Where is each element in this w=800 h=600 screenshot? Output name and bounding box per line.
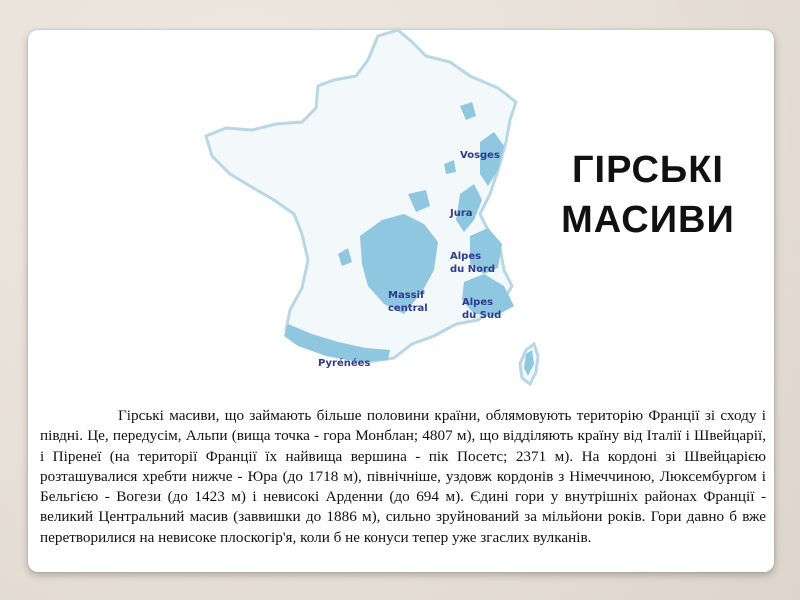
label-jura: Jura bbox=[450, 208, 473, 219]
label-massif-1: Massif bbox=[388, 290, 425, 301]
title-line-2: МАСИВИ bbox=[561, 199, 735, 241]
label-alpes-sud-2: du Sud bbox=[462, 310, 502, 321]
slide-title bbox=[533, 145, 763, 245]
label-alpes-sud-1: Alpes bbox=[462, 297, 494, 308]
title-line-1: ГІРСЬКІ bbox=[571, 149, 724, 191]
label-alpes-nord-2: du Nord bbox=[450, 264, 496, 275]
label-pyrenees: Pyrénées bbox=[318, 358, 371, 369]
label-massif-2: central bbox=[388, 303, 428, 314]
label-alpes-nord-1: Alpes bbox=[450, 251, 482, 262]
description-paragraph: Гірські масиви, що займають більше половини країни, облямовують територію Франції зі сходу і півдні. Це, передусім, Альпи (вища точка - гора Монблан; 4807 м), що відділяють країну від Італії і Швейцарії, і Піренеї (на території Франції їх найвища вершина - пік Посетс; 2371 м). На кордоні зі Швейцарією розташувалися хребти нижче - Юра (до 1718 м), північніше, уздовж кордонів з Німеччиною, Люксембургом і Бельгією - Вогези (до 1423 м) і невисокі Арденни (до 694 м). Єдині гори у внутрішніх районах Франції - великий Центральний масив (заввишки до 1886 м), сильно зруйнований за мільйони років. Гори давно б вже перетворилися на невисоке плоскогір'я, коли б не конуси тепер уже згаслих вулканів. bbox=[40, 407, 766, 546]
slide-card bbox=[28, 30, 774, 572]
label-vosges: Vosges bbox=[460, 150, 500, 161]
